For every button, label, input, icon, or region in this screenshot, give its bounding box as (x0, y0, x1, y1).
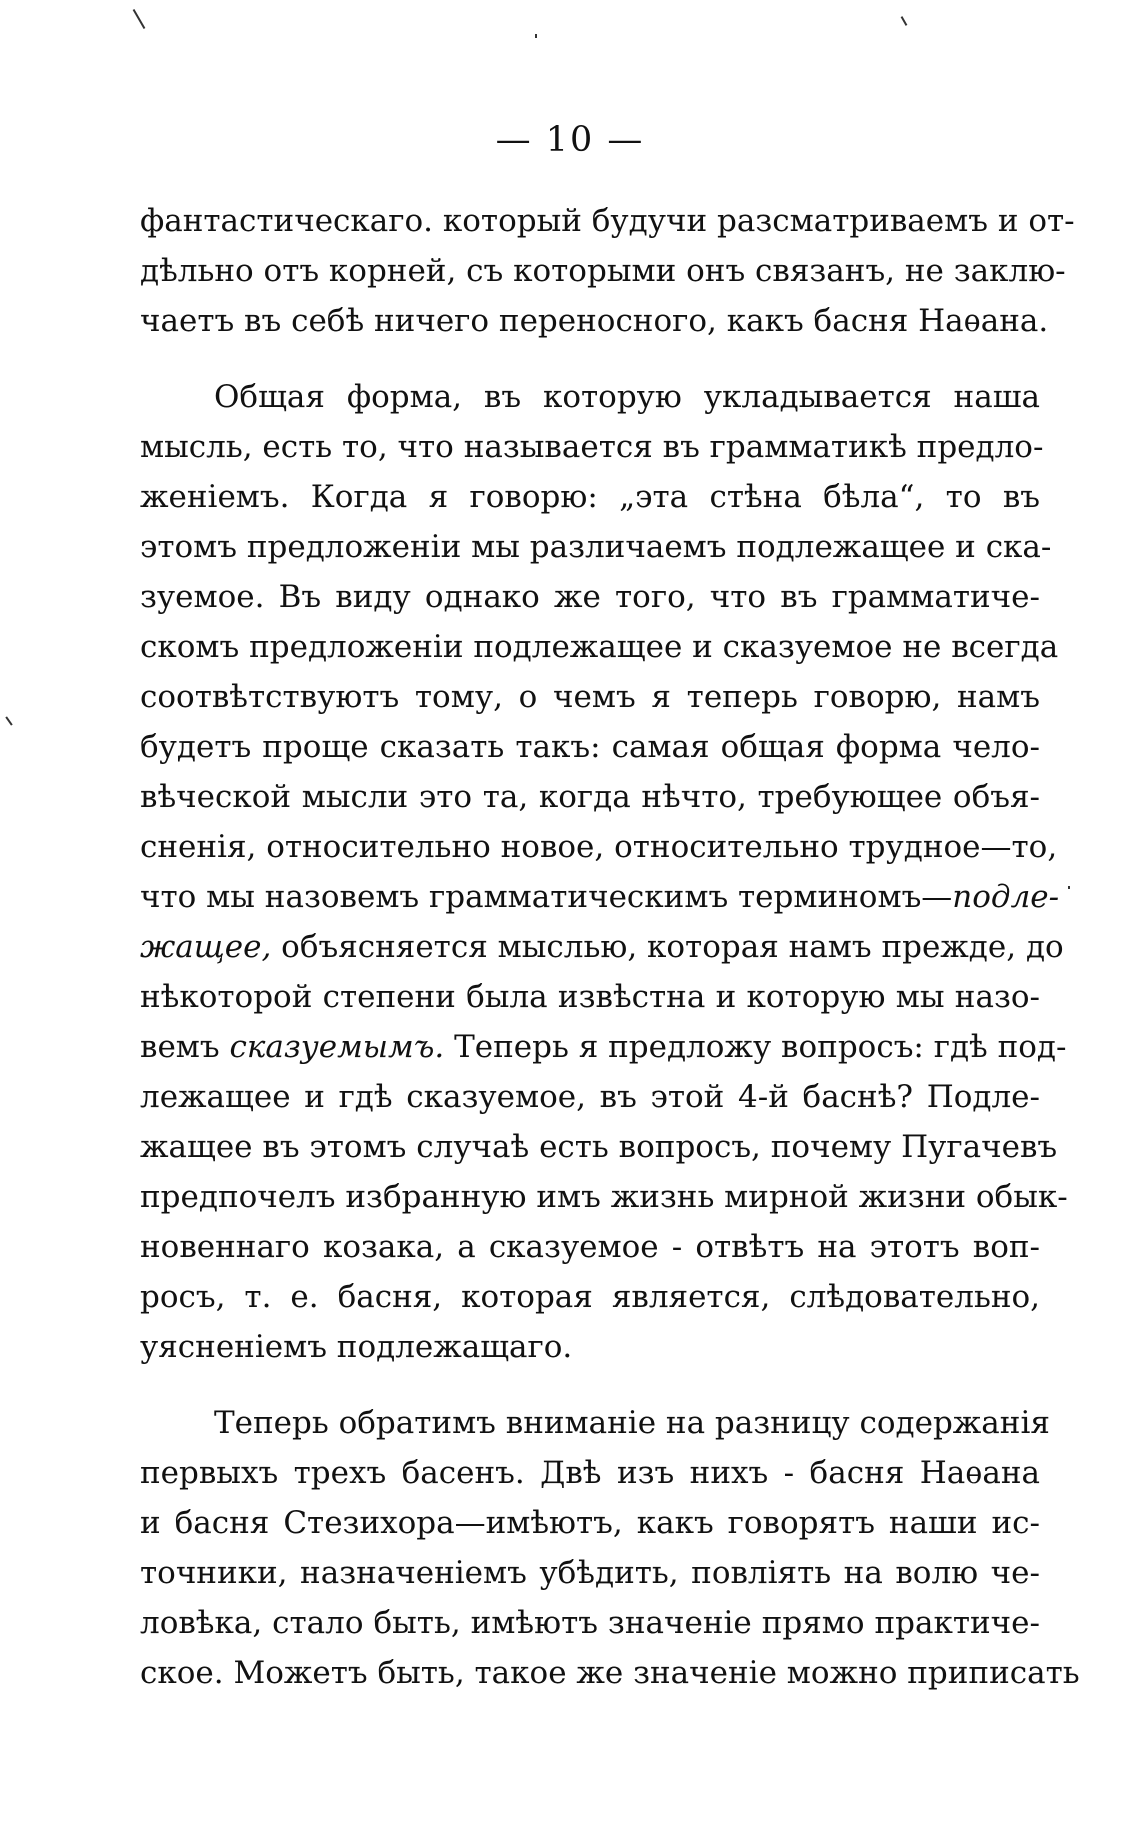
text-line: мысль, есть то, что называется въ грамматикѣ предло- (140, 429, 1044, 465)
paragraph (140, 372, 1068, 1372)
scan-mark (901, 16, 908, 26)
text-segment: вемъ (140, 1029, 230, 1065)
italic-term: подле- (952, 879, 1060, 915)
paragraph (140, 196, 1075, 346)
text-segment: Теперь я предложу вопросъ: гдѣ под- (444, 1029, 1067, 1065)
text-line: первыхъ трехъ басенъ. Двѣ изъ нихъ - басня Наѳана (140, 1455, 1040, 1491)
scan-mark (5, 716, 12, 725)
text-line: вѣческой мысли это та, когда нѣчто, требующее объя- (140, 779, 1040, 815)
text-line (140, 872, 1060, 922)
text-line: Теперь обратимъ вниманіе на разницу содержанія (214, 1405, 1050, 1441)
scan-mark (535, 34, 537, 38)
text-line (140, 1022, 1067, 1072)
page-number: — 10 — (495, 120, 645, 160)
text-line: точники, назначеніемъ убѣдить, повліять на волю че- (140, 1555, 1040, 1591)
text-line: росъ, т. е. басня, которая является, слѣдовательно, (140, 1279, 1040, 1315)
text-line: женіемъ. Когда я говорю: „эта стѣна бѣла“, то въ (140, 479, 1040, 515)
text-line: ское. Можетъ быть, такое же значеніе можно приписать (140, 1655, 1080, 1691)
scan-mark (1068, 886, 1070, 889)
text-line: Общая форма, въ которую укладывается наша (214, 379, 1040, 415)
text-line: сненія, относительно новое, относительно трудное—то, (140, 829, 1058, 865)
text-segment: объясняется мыслью, которая намъ прежде, до (271, 929, 1064, 965)
text-line: чаетъ въ себѣ ничего переносного, какъ басня Наѳана. (140, 303, 1049, 339)
scan-mark (133, 9, 146, 29)
paragraph (140, 1398, 1080, 1698)
text-line: этомъ предложеніи мы различаемъ подлежащее и ска- (140, 529, 1052, 565)
text-line: и басня Стезихора—имѣютъ, какъ говорятъ наши ис- (140, 1505, 1040, 1541)
text-line: новеннаго козака, а сказуемое - отвѣтъ на этотъ воп- (140, 1229, 1040, 1265)
italic-term: сказуемымъ. (229, 1029, 445, 1065)
text-line: жащее въ этомъ случаѣ есть вопросъ, почему Пугачевъ (140, 1129, 1058, 1165)
text-line: лежащее и гдѣ сказуемое, въ этой 4-й баснѣ? Подле- (140, 1079, 1040, 1115)
text-line: будетъ проще сказать такъ: самая общая форма чело- (140, 729, 1040, 765)
text-line: дѣльно отъ корней, съ которыми онъ связанъ, не заклю- (140, 253, 1066, 289)
italic-term: жащее, (140, 929, 272, 965)
body-text (140, 196, 1080, 1698)
text-line: скомъ предложеніи подлежащее и сказуемое не всегда (140, 629, 1059, 665)
text-segment: что мы назовемъ грамматическимъ терминомъ— (140, 879, 953, 915)
text-line: ловѣка, стало быть, имѣютъ значеніе прямо практиче- (140, 1605, 1040, 1641)
text-line: соотвѣтствуютъ тому, о чемъ я теперь говорю, намъ (140, 679, 1040, 715)
text-line (140, 922, 1064, 972)
text-line: уясненіемъ подлежащаго. (140, 1329, 573, 1365)
text-line: фантастическаго. который будучи разсматриваемъ и от- (140, 203, 1075, 239)
text-line: предпочелъ избранную имъ жизнь мирной жизни обык- (140, 1179, 1068, 1215)
text-line: нѣкоторой степени была извѣстна и которую мы назо- (140, 979, 1040, 1015)
text-line: зуемое. Въ виду однако же того, что въ грамматиче- (140, 579, 1040, 615)
